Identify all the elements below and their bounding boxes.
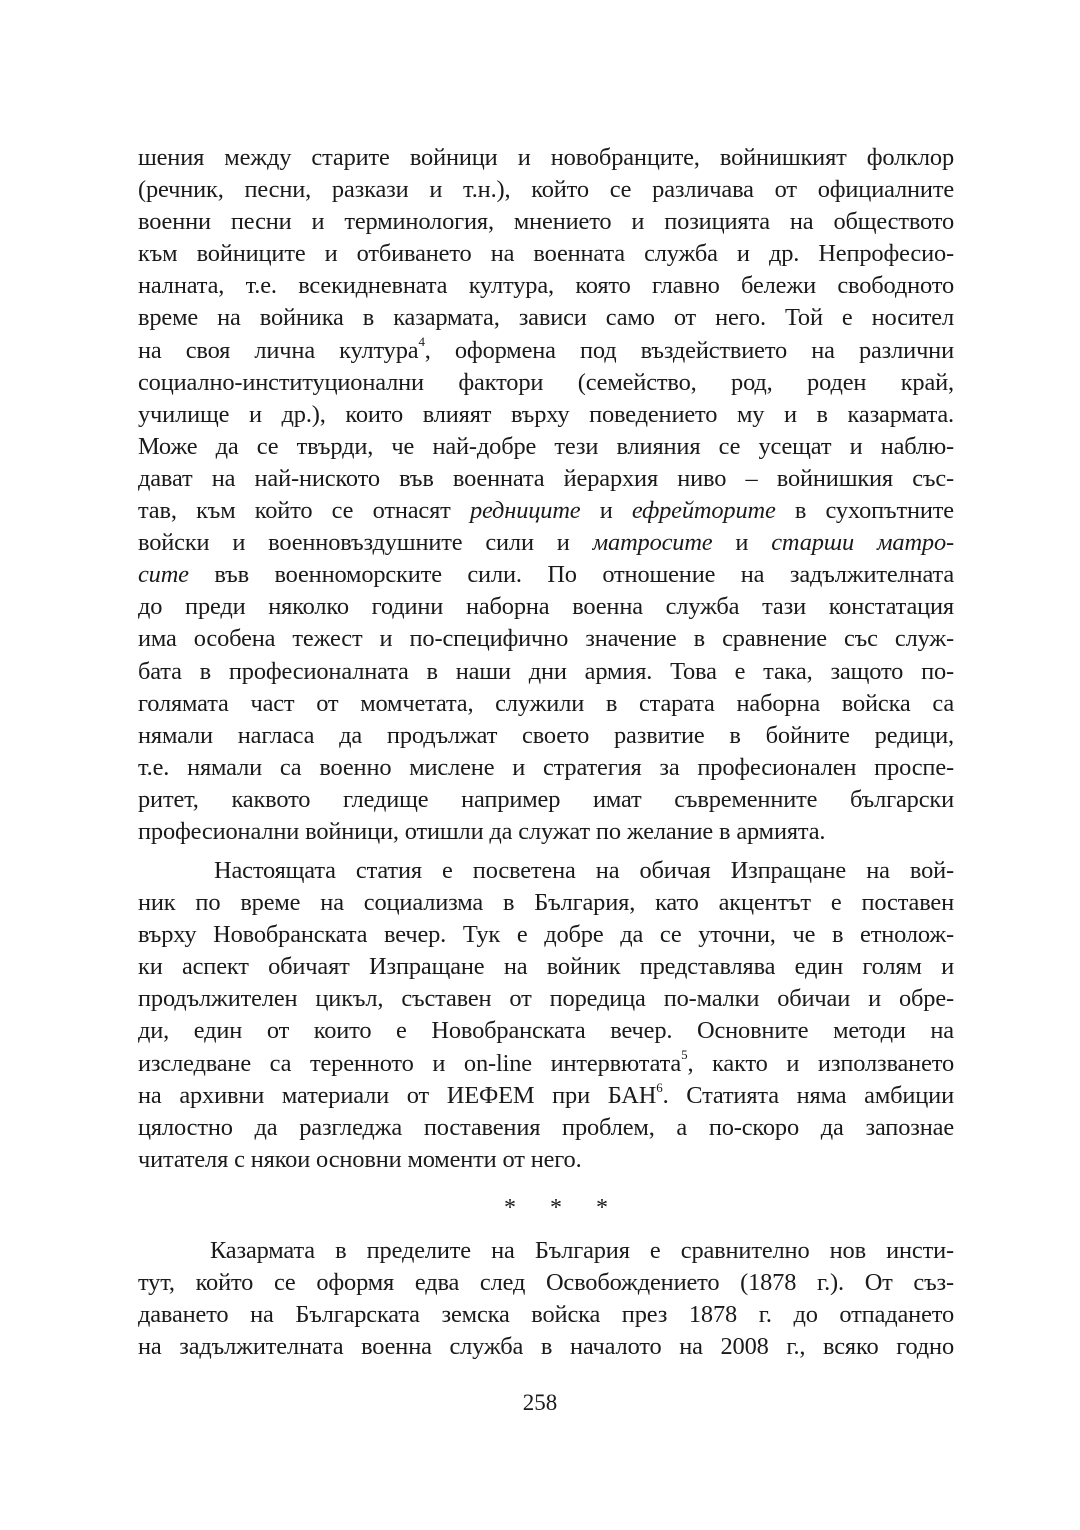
line-text: , оформена под въздействието на различни (424, 336, 954, 364)
footnote-ref: 6 (656, 1079, 663, 1095)
line-text: във военноморските сили. По отношение на задължителната (188, 561, 954, 589)
footnote-ref: 4 (418, 334, 425, 350)
text-line: читателя с някои основни моменти от него. (138, 1145, 582, 1173)
italic-term: старши матро- (771, 529, 954, 557)
paragraph-3 (138, 1235, 954, 1363)
footnote-ref: 5 (681, 1047, 688, 1063)
italic-term: ефрейторите (631, 497, 776, 525)
text-line: голямата част от момчетата, служили в старата наборна войска са (138, 689, 954, 717)
text-line: професионални войници, отишли да служат по желание в армията. (138, 817, 826, 845)
text-line: на задължителната военна служба в началото на 2008 г., всяко годно (138, 1333, 954, 1361)
text-line: налната, т.е. всекидневната култура, която главно бележи свободното (138, 272, 954, 300)
text-line-footnote-4 (138, 335, 954, 367)
text-line: бата в професионалната в наши дни армия. Това е така, защото по- (138, 657, 954, 685)
text-line: нямали нагласа да продължат своето развитие в бойните редици, (138, 721, 954, 749)
paragraph-1 (138, 142, 954, 848)
text-line: ди, един от които е Новобранската вечер. Основните методи на (138, 1017, 954, 1045)
line-text: на архивни материали от ИЕФЕМ при БАН (138, 1081, 657, 1109)
text-line-footnote-5 (138, 1048, 954, 1080)
text-line: Настоящата статия е посветена на обичая Изпращане на вой- (214, 857, 954, 884)
text-line: дават на най-ниското във военната йерархия ниво – войнишкия със- (138, 464, 954, 492)
text-line: шения между старите войници и новобранците, войнишкият фолклор (138, 144, 954, 171)
line-text: . Статията няма амбиции (662, 1081, 954, 1109)
section-separator: * * * (504, 1195, 622, 1221)
text-line: даването на Българската земска войска през 1878 г. до отпадането (138, 1301, 954, 1329)
text-line: военни песни и терминология, мнението и позицията на обществото (138, 208, 954, 236)
text-line: училище и др.), които влияят върху поведението му и в казармата. (138, 400, 954, 428)
text-line: Може да се твърди, че най-добре тези влияния се усещат и наблю- (138, 432, 954, 460)
text-line: време на войника в казармата, зависи само от него. Той е носител (138, 304, 954, 332)
text-line: върху Новобранската вечер. Тук е добре да се уточни, че в етнолож- (138, 921, 954, 949)
text-line: ки аспект обичаят Изпращане на войник представлява един голям и (138, 953, 954, 981)
line-text: изследване са теренното и on-line интервютата (138, 1049, 682, 1077)
text-line-italic (138, 559, 954, 591)
text-line: тут, който се оформя едва след Освобождението (1878 г.). От съз- (138, 1269, 954, 1297)
text-line: към войниците и отбиването на военната служба и др. Непрофесио- (138, 240, 954, 268)
text-line: има особена тежест и по-специфично значение в сравнение със служ- (138, 625, 954, 653)
text-line-italic (138, 527, 954, 559)
line-text: тав, към който се отнасят (138, 497, 470, 525)
text-line: (речник, песни, разкази и т.н.), който се различава от официалните (138, 176, 954, 204)
line-text: в сухопътните (775, 497, 954, 525)
paragraph-2 (138, 855, 954, 1176)
text-line-footnote-6 (138, 1080, 954, 1112)
page-number: 258 (522, 1390, 558, 1415)
line-text: , както и използването (687, 1049, 954, 1077)
text-line: цялостно да разгледжа поставения проблем, а по-скоро да запознае (138, 1113, 954, 1141)
text-line: социално-институционални фактори (семейство, род, роден край, (138, 368, 954, 396)
text-line-italic (138, 495, 954, 527)
line-text: и (712, 529, 772, 557)
text-line: до преди няколко години наборна военна служба тази констатация (138, 593, 954, 621)
text-line: ритет, каквото гледище например имат съвременните български (138, 785, 954, 813)
italic-term: сите (138, 561, 189, 589)
line-text: и (580, 497, 632, 525)
italic-term: матросите (592, 529, 713, 557)
text-line: т.е. нямали са военно мислене и стратегия за професионален проспе- (138, 753, 954, 781)
text-line: ник по време на социализма в България, като акцентът е поставен (138, 889, 954, 917)
text-line: Казармата в пределите на България е сравнително нов инсти- (210, 1237, 954, 1264)
line-text: войски и военновъздушните сили и (138, 529, 593, 557)
italic-term: редниците (469, 497, 581, 525)
text-line: продължителен цикъл, съставен от поредица по-малки обичаи и обре- (138, 985, 954, 1013)
line-text: на своя лична култура (138, 336, 419, 364)
